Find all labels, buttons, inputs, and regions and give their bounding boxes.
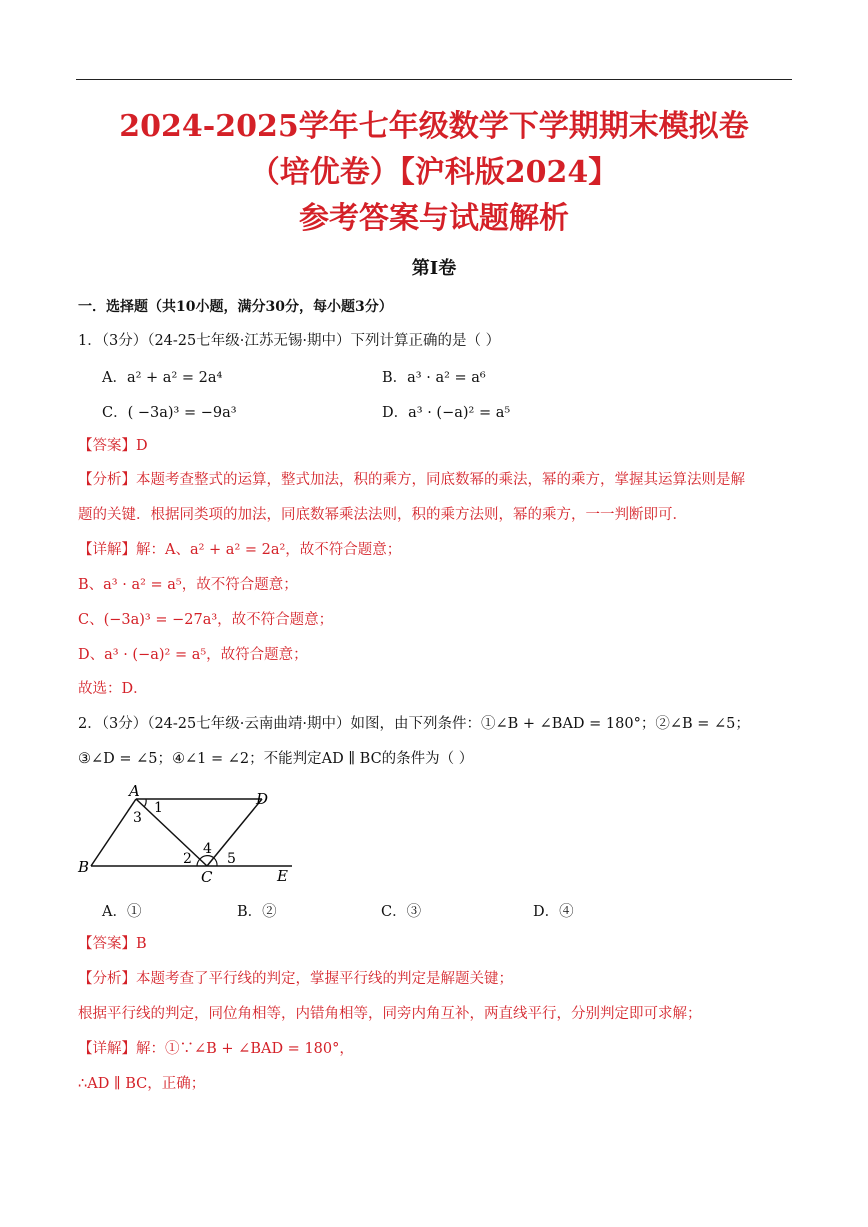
q2-option-d: D．④ bbox=[533, 904, 574, 920]
label-angle-3: 3 bbox=[133, 810, 142, 826]
q1-choose: 故选：D． bbox=[78, 681, 148, 697]
title-line-3: 参考答案与试题解析 bbox=[299, 201, 569, 236]
label-angle-5: 5 bbox=[227, 851, 236, 867]
label-a: A bbox=[129, 782, 140, 800]
q1-option-b: B．a³ · a² = a⁶ bbox=[382, 370, 486, 386]
q1-detail-2: B、a³ · a² = a⁵，故不符合题意； bbox=[78, 577, 298, 593]
q1-answer: 【答案】D bbox=[78, 438, 148, 454]
q1-option-a: A．a² + a² = 2a⁴ bbox=[102, 370, 223, 386]
title-line-2: （培优卷）【沪科版2024】 bbox=[249, 155, 619, 190]
q1-detail-4: D、a³ · (−a)² = a⁵，故符合题意； bbox=[78, 647, 308, 663]
q2-detail-1: 【详解】解：①∵∠B + ∠BAD = 180°， bbox=[78, 1041, 354, 1057]
label-e: E bbox=[277, 867, 288, 885]
q2-option-b: B．② bbox=[237, 904, 277, 920]
angle-1-arc bbox=[144, 799, 146, 807]
q2-analysis-1: 【分析】本题考查了平行线的判定，掌握平行线的判定是解题关键； bbox=[78, 971, 513, 987]
label-b: B bbox=[78, 858, 90, 876]
q2-option-c: C．③ bbox=[381, 904, 422, 920]
q2-stem-2: ③∠D = ∠5；④∠1 = ∠2；不能判定AD ∥ BC的条件为（ ） bbox=[78, 751, 474, 767]
q1-analysis-1: 【分析】本题考查整式的运算，整式加法，积的乘方，同底数幂的乘法，幂的乘方，掌握其运算法则是解 bbox=[78, 472, 745, 488]
q1-option-d: D．a³ · (−a)² = a⁵ bbox=[382, 405, 511, 421]
label-angle-4: 4 bbox=[203, 841, 212, 857]
angle-5-arc bbox=[214, 858, 217, 866]
q1-option-c: C．( −3a)³ = −9a³ bbox=[102, 405, 237, 421]
label-d: D bbox=[256, 790, 269, 808]
line-ac bbox=[136, 799, 207, 866]
angle-2-arc bbox=[197, 859, 200, 866]
q1-detail-1: 【详解】解：A、a² + a² = 2a²，故不符合题意； bbox=[78, 542, 402, 558]
q2-option-a: A．① bbox=[102, 904, 142, 920]
q1-analysis-2: 题的关键．根据同类项的加法，同底数幂乘法法则，积的乘方法则，幂的乘方，一一判断即可． bbox=[78, 507, 687, 523]
q2-stem-1: 2．（3分）（24-25七年级·云南曲靖·期中）如图，由下列条件：①∠B + ∠BAD = 180°；②∠B = ∠5； bbox=[78, 716, 750, 732]
q2-detail-2: ∴AD ∥ BC，正确； bbox=[78, 1076, 206, 1092]
q2-figure bbox=[74, 780, 304, 890]
volume-heading: 第Ⅰ卷 bbox=[411, 258, 457, 279]
label-c: C bbox=[201, 868, 213, 886]
header-rule bbox=[76, 79, 792, 80]
line-ab bbox=[91, 799, 136, 866]
label-angle-1: 1 bbox=[154, 800, 163, 816]
title-line-1: 2024-2025学年七年级数学下学期期末模拟卷 bbox=[119, 109, 749, 144]
section-heading: 一．选择题（共10小题，满分30分，每小题3分） bbox=[78, 299, 393, 315]
q1-stem: 1．（3分）（24-25七年级·江苏无锡·期中）下列计算正确的是（ ） bbox=[78, 333, 501, 349]
q1-detail-3: C、(−3a)³ = −27a³，故不符合题意； bbox=[78, 612, 334, 628]
label-angle-2: 2 bbox=[183, 851, 192, 867]
q2-analysis-2: 根据平行线的判定，同位角相等，内错角相等，同旁内角互补，两直线平行，分别判定即可求解； bbox=[78, 1006, 702, 1022]
q2-answer: 【答案】B bbox=[78, 936, 147, 952]
